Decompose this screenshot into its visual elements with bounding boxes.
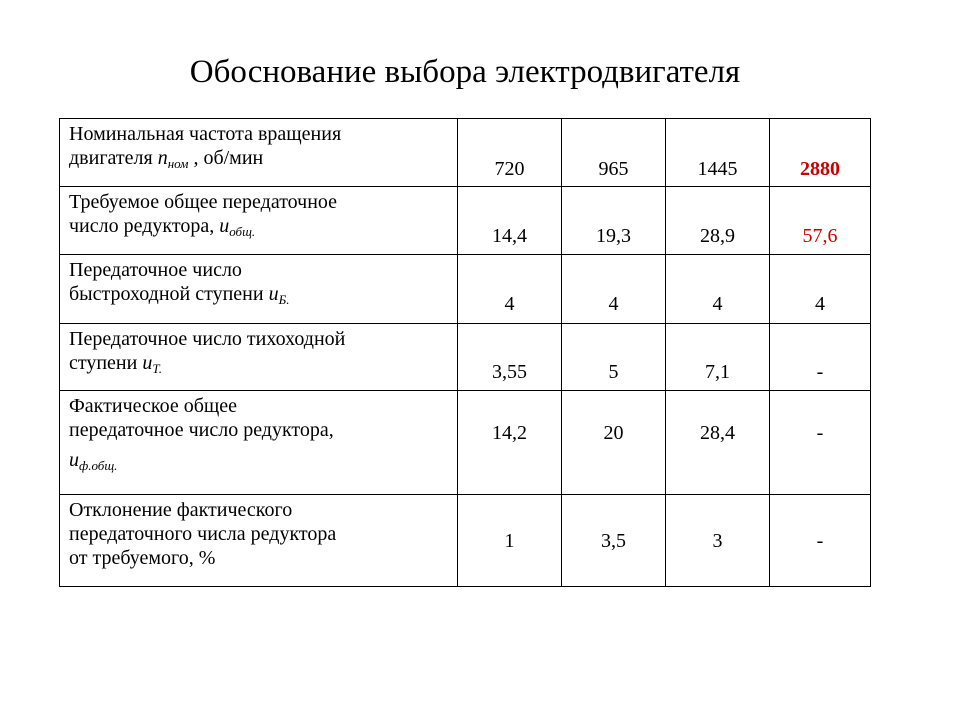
value-text: 2880 bbox=[800, 158, 840, 180]
label-line: Отклонение фактического bbox=[69, 499, 293, 521]
value-cell-highlight bbox=[770, 119, 871, 187]
value-text: 965 bbox=[598, 158, 629, 180]
row-label-cell bbox=[60, 391, 458, 495]
label-line bbox=[69, 146, 449, 172]
value-cell bbox=[458, 255, 562, 324]
data-table bbox=[59, 118, 871, 587]
table-row-deviation bbox=[60, 495, 871, 587]
value-cell bbox=[458, 187, 562, 255]
table-row-highspeed-stage bbox=[60, 255, 871, 324]
symbol: u bbox=[69, 449, 79, 471]
table-row-nominal-speed bbox=[60, 119, 871, 187]
value-text: - bbox=[816, 422, 824, 444]
value-cell bbox=[458, 324, 562, 391]
value-text: 19,3 bbox=[596, 225, 631, 247]
value-text: 5 bbox=[608, 361, 619, 383]
value-text: 7,1 bbox=[705, 361, 730, 383]
value-cell bbox=[770, 495, 871, 587]
table-row-required-ratio bbox=[60, 187, 871, 255]
value-cell bbox=[562, 187, 666, 255]
subscript: Т. bbox=[152, 361, 163, 376]
label-text: быстроходной ступени bbox=[69, 283, 269, 305]
value-text: 4 bbox=[815, 293, 825, 315]
value-text: 720 bbox=[494, 158, 525, 180]
symbol: u bbox=[268, 283, 279, 305]
row-label-cell bbox=[60, 324, 458, 391]
label-text: двигателя bbox=[69, 147, 158, 169]
subscript: ном bbox=[167, 156, 189, 171]
value-cell bbox=[666, 119, 770, 187]
value-cell bbox=[458, 391, 562, 495]
label-text: ступени bbox=[69, 352, 143, 374]
label-line: Требуемое общее передаточное bbox=[69, 191, 338, 213]
label-line bbox=[69, 282, 449, 308]
symbol: u bbox=[219, 215, 230, 237]
value-cell bbox=[562, 391, 666, 495]
label-line: Передаточное число bbox=[69, 259, 242, 281]
label-line: передаточное число редуктора, bbox=[69, 419, 334, 441]
slide-title: Обоснование выбора электродвигателя bbox=[189, 54, 741, 90]
row-label-cell bbox=[60, 187, 458, 255]
value-text: - bbox=[816, 361, 824, 383]
table-row-lowspeed-stage bbox=[60, 324, 871, 391]
value-text: 1 bbox=[504, 530, 515, 552]
value-text: 28,9 bbox=[700, 225, 735, 247]
label-line bbox=[69, 448, 449, 474]
label-text: , об/мин bbox=[188, 147, 264, 169]
value-cell bbox=[666, 324, 770, 391]
label-text: число редуктора, bbox=[69, 215, 220, 237]
symbol: u bbox=[142, 352, 153, 374]
value-text: 4 bbox=[504, 293, 515, 315]
row-label-cell bbox=[60, 255, 458, 324]
value-cell bbox=[770, 324, 871, 391]
symbol: n bbox=[157, 147, 168, 169]
row-label-cell bbox=[60, 119, 458, 187]
subscript: Б. bbox=[278, 292, 290, 307]
value-text: 1445 bbox=[697, 158, 738, 180]
value-text: 57,6 bbox=[802, 225, 838, 247]
subscript: общ. bbox=[229, 224, 256, 239]
label-line: от требуемого, % bbox=[69, 547, 216, 569]
value-text: 4 bbox=[712, 293, 723, 315]
value-text: 3,55 bbox=[492, 361, 527, 383]
value-cell-highlight bbox=[770, 187, 871, 255]
label-line: передаточного числа редуктора bbox=[69, 523, 337, 545]
subscript: ф.общ. bbox=[79, 458, 118, 473]
value-cell bbox=[666, 187, 770, 255]
label-line: Номинальная частота вращения bbox=[69, 123, 342, 145]
value-cell bbox=[562, 255, 666, 324]
value-cell bbox=[770, 391, 871, 495]
value-text: 28,4 bbox=[700, 422, 735, 444]
value-text: 14,4 bbox=[492, 225, 527, 247]
value-text: 3 bbox=[712, 530, 723, 552]
value-cell bbox=[458, 495, 562, 587]
value-text: 20 bbox=[603, 422, 624, 444]
value-text: 3,5 bbox=[601, 530, 626, 552]
table-row-actual-ratio bbox=[60, 391, 871, 495]
value-cell bbox=[666, 495, 770, 587]
label-line: Фактическое общее bbox=[69, 395, 238, 417]
value-cell bbox=[666, 391, 770, 495]
data-table-container bbox=[59, 118, 871, 587]
value-cell bbox=[458, 119, 562, 187]
label-line: Передаточное число тихоходной bbox=[69, 328, 346, 350]
label-line bbox=[69, 214, 449, 240]
row-label-cell bbox=[60, 495, 458, 587]
value-cell bbox=[562, 324, 666, 391]
value-cell bbox=[666, 255, 770, 324]
value-text: 4 bbox=[608, 293, 619, 315]
label-line bbox=[69, 351, 449, 377]
value-cell bbox=[562, 495, 666, 587]
value-cell bbox=[770, 255, 871, 324]
value-text: - bbox=[816, 530, 824, 552]
value-cell bbox=[562, 119, 666, 187]
value-text: 14,2 bbox=[492, 422, 527, 444]
